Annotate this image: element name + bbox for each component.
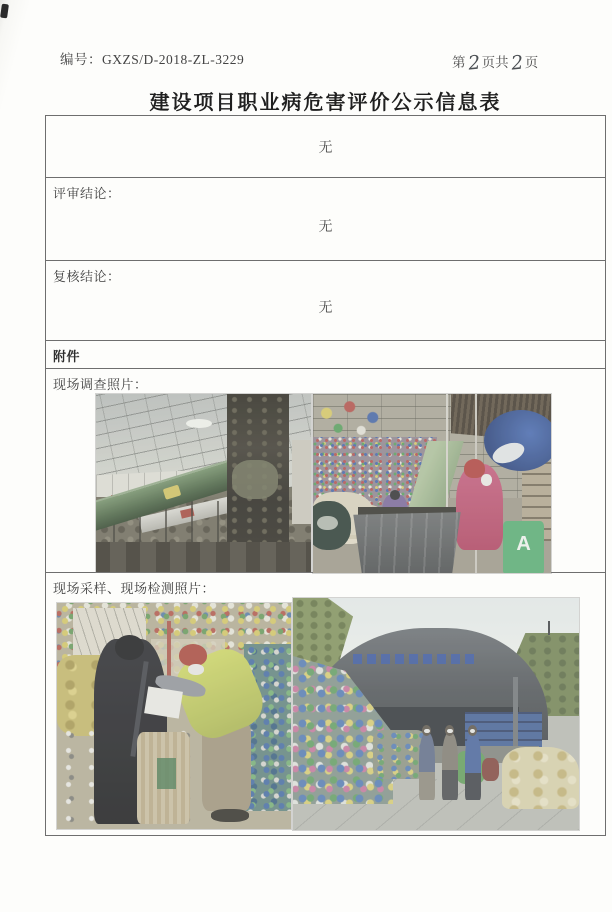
page-indicator-suffix: 页 bbox=[524, 55, 539, 70]
green-bag-letter: A bbox=[516, 532, 531, 555]
table-row-review-conclusion bbox=[46, 178, 605, 261]
photo-scan-wash bbox=[57, 603, 291, 829]
page-indicator-prefix: 第 bbox=[452, 55, 466, 70]
review-conclusion-value: 无 bbox=[318, 219, 333, 235]
page-indicator bbox=[452, 50, 539, 75]
photo-scan-wash bbox=[313, 394, 551, 573]
document-number: 编号：GXZS/D-2018-ZL-3229 bbox=[60, 52, 245, 67]
photo-scan-wash bbox=[96, 394, 311, 572]
scan-artifact-mark bbox=[0, 4, 9, 19]
photo-sorting-shed bbox=[313, 394, 551, 573]
attachments-label: 附件 bbox=[53, 349, 81, 364]
handwritten-total-pages: 2 bbox=[509, 51, 525, 75]
page-title: 建设项目职业病危害评价公示信息表 bbox=[149, 92, 502, 114]
photo-warehouse-conveyor bbox=[96, 394, 311, 572]
continuation-value: 无 bbox=[318, 140, 333, 156]
info-table bbox=[45, 115, 606, 836]
table-row-attachments bbox=[46, 341, 605, 369]
table-row-continuation bbox=[46, 116, 605, 178]
table-row-recheck-conclusion bbox=[46, 261, 605, 341]
site-survey-photos-label: 现场调查照片： bbox=[53, 377, 148, 392]
recheck-conclusion-value: 无 bbox=[318, 300, 333, 316]
recheck-conclusion-label: 复核结论： bbox=[53, 269, 121, 284]
page-indicator-middle: 页共 bbox=[481, 55, 509, 70]
photo-field-sampling bbox=[57, 603, 291, 829]
review-conclusion-label: 评审结论： bbox=[53, 186, 121, 201]
sampling-photos-label: 现场采样、现场检测照片： bbox=[53, 581, 216, 596]
table-row-site-survey-photos bbox=[46, 369, 605, 573]
photo-scan-wash bbox=[293, 598, 579, 830]
table-row-sampling-photos bbox=[46, 573, 605, 837]
photo-facility-exterior bbox=[293, 598, 579, 830]
handwritten-current-page: 2 bbox=[466, 51, 481, 75]
